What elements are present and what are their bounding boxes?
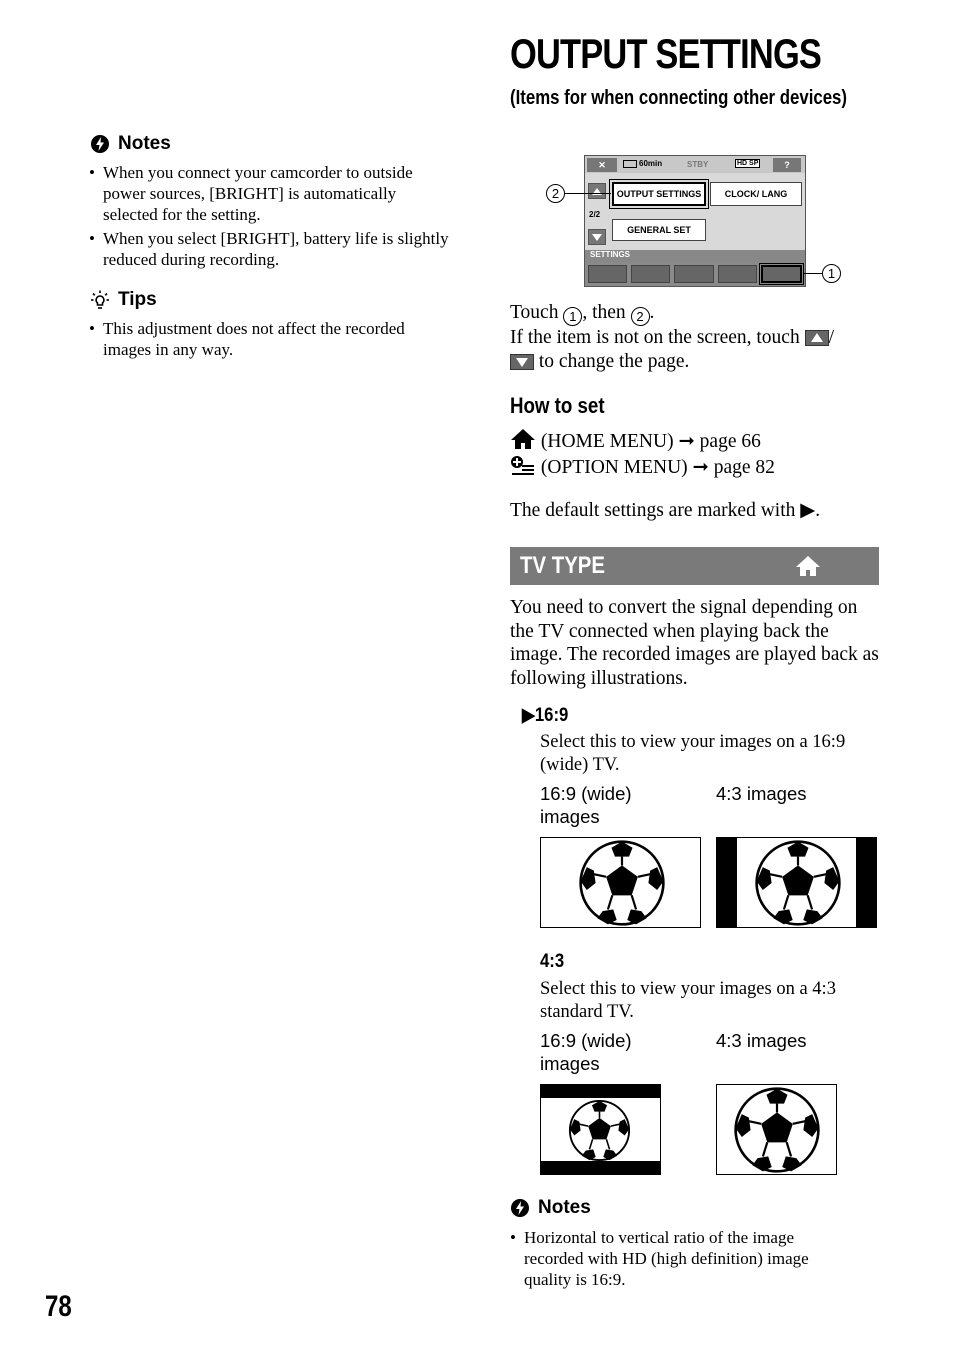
tips-heading: Tips — [90, 289, 157, 311]
tv-frame-wide-on-43 — [540, 1084, 661, 1175]
caption-43-images: 4:3 images — [716, 783, 807, 804]
instruction-line-1: Touch 1 , then 2 . — [510, 301, 890, 326]
option-4-3-label: 4:3 — [540, 951, 565, 972]
page-subtitle: (Items for when connecting other devices) — [510, 87, 847, 109]
status-label: STBY — [687, 160, 709, 169]
general-set-button[interactable]: GENERAL SET — [612, 219, 706, 241]
instructions — [510, 301, 890, 373]
caption-wide-images: 16:9 (wide) images — [540, 1030, 632, 1074]
mode-badge: HD SP — [737, 160, 759, 167]
clock-lang-button[interactable]: CLOCK/ LANG — [710, 182, 802, 206]
notes-list — [510, 1227, 850, 1293]
lcd-close-button[interactable]: ✕ — [587, 158, 617, 172]
page-down-icon — [510, 354, 534, 370]
lcd-illustration — [545, 155, 845, 290]
option-menu-line: (OPTION MENU) ➞ page 82 — [510, 454, 890, 480]
lcd-help-button[interactable]: ? — [773, 158, 801, 172]
list-item: • When you select [BRIGHT], battery life is slightly reduced during recording. — [89, 228, 449, 270]
tv-frame-43-on-43 — [716, 1084, 837, 1175]
battery-indicator: 60min — [623, 159, 662, 168]
lcd-tab-camera[interactable] — [588, 265, 627, 283]
tv-type-description: You need to convert the signal depending on the TV connected when playing back the image. The recorded images are played back as following illustrations. — [510, 597, 879, 689]
notes-list — [89, 162, 449, 273]
arrow-right-icon: ➞ — [678, 431, 695, 452]
letterbox-top — [541, 1085, 660, 1098]
callout-1: 1 — [822, 264, 841, 283]
option-menu-icon — [510, 454, 536, 476]
lcd-page-up-button[interactable] — [588, 183, 606, 199]
tv-type-bar — [510, 547, 879, 585]
home-icon — [510, 428, 536, 450]
soccer-ball-icon — [754, 839, 842, 927]
output-settings-button[interactable]: OUTPUT SETTINGS — [612, 182, 706, 206]
page-number: 78 — [45, 1290, 72, 1323]
tv-frame-wide-on-wide — [540, 837, 701, 928]
how-to-set-list — [510, 428, 890, 479]
option-16-9-desc: Select this to view your images on a 16:9 (wide) TV. — [540, 732, 846, 775]
triangle-down-icon — [592, 234, 602, 241]
lcd-section-bar: SETTINGS — [585, 250, 805, 262]
lcd-tab-others[interactable] — [674, 265, 713, 283]
arrow-right-icon: ➞ — [692, 456, 709, 478]
lcd-screen — [584, 155, 806, 287]
page-title: OUTPUT SETTINGS — [510, 30, 822, 77]
soccer-ball-icon — [578, 839, 666, 927]
callout-2: 2 — [546, 184, 565, 203]
lcd-page-indicator: 2/2 — [589, 210, 601, 219]
list-item: • This adjustment does not affect the recorded images in any way. — [89, 318, 449, 360]
soccer-ball-icon — [568, 1099, 631, 1162]
callout-2-line — [565, 193, 611, 194]
notes-heading: Notes — [510, 1197, 591, 1219]
notes-icon — [90, 134, 110, 154]
how-to-set-heading: How to set — [510, 393, 605, 418]
instruction-line-2: If the item is not on the screen, touch / — [510, 327, 835, 349]
battery-icon — [623, 160, 637, 168]
lightbulb-icon — [90, 290, 110, 310]
pillarbox-right — [856, 838, 876, 927]
list-item: • Horizontal to vertical ratio of the image recorded with HD (high definition) image quality is 16:9. — [510, 1227, 850, 1290]
list-item: • When you connect your camcorder to outside power sources, [BRIGHT] is automatically selected for the setting. — [89, 162, 449, 225]
pillarbox-left — [717, 838, 737, 927]
circled-2: 2 — [631, 307, 650, 326]
tv-frame-43-on-wide — [716, 837, 877, 928]
tv-type-title: TV TYPE — [520, 552, 606, 579]
caption-wide-images: 16:9 (wide) images — [540, 783, 632, 827]
letterbox-bottom — [541, 1161, 660, 1174]
lcd-tab-bar — [585, 262, 805, 286]
caption-43-images: 4:3 images — [716, 1030, 807, 1051]
lcd-tab-settings[interactable] — [761, 265, 802, 283]
lcd-tab-manage[interactable] — [718, 265, 757, 283]
home-icon — [795, 555, 821, 577]
option-16-9-label: ▶16:9 — [522, 705, 569, 726]
page-up-icon — [805, 330, 829, 346]
default-settings-note: The default settings are marked with ▶. — [510, 500, 821, 521]
callout-1-line — [803, 273, 822, 274]
instruction-line-3: to change the page. — [510, 350, 890, 374]
home-menu-line: (HOME MENU) ➞ page 66 — [510, 428, 890, 454]
circled-1: 1 — [563, 307, 582, 326]
lcd-page-down-button[interactable] — [588, 229, 606, 245]
soccer-ball-icon — [733, 1086, 821, 1174]
lcd-tab-playback[interactable] — [631, 265, 670, 283]
notes-icon — [510, 1198, 530, 1218]
notes-heading: Notes — [90, 133, 171, 155]
tips-list — [89, 318, 449, 363]
option-4-3-desc: Select this to view your images on a 4:3 standard TV. — [540, 979, 836, 1022]
